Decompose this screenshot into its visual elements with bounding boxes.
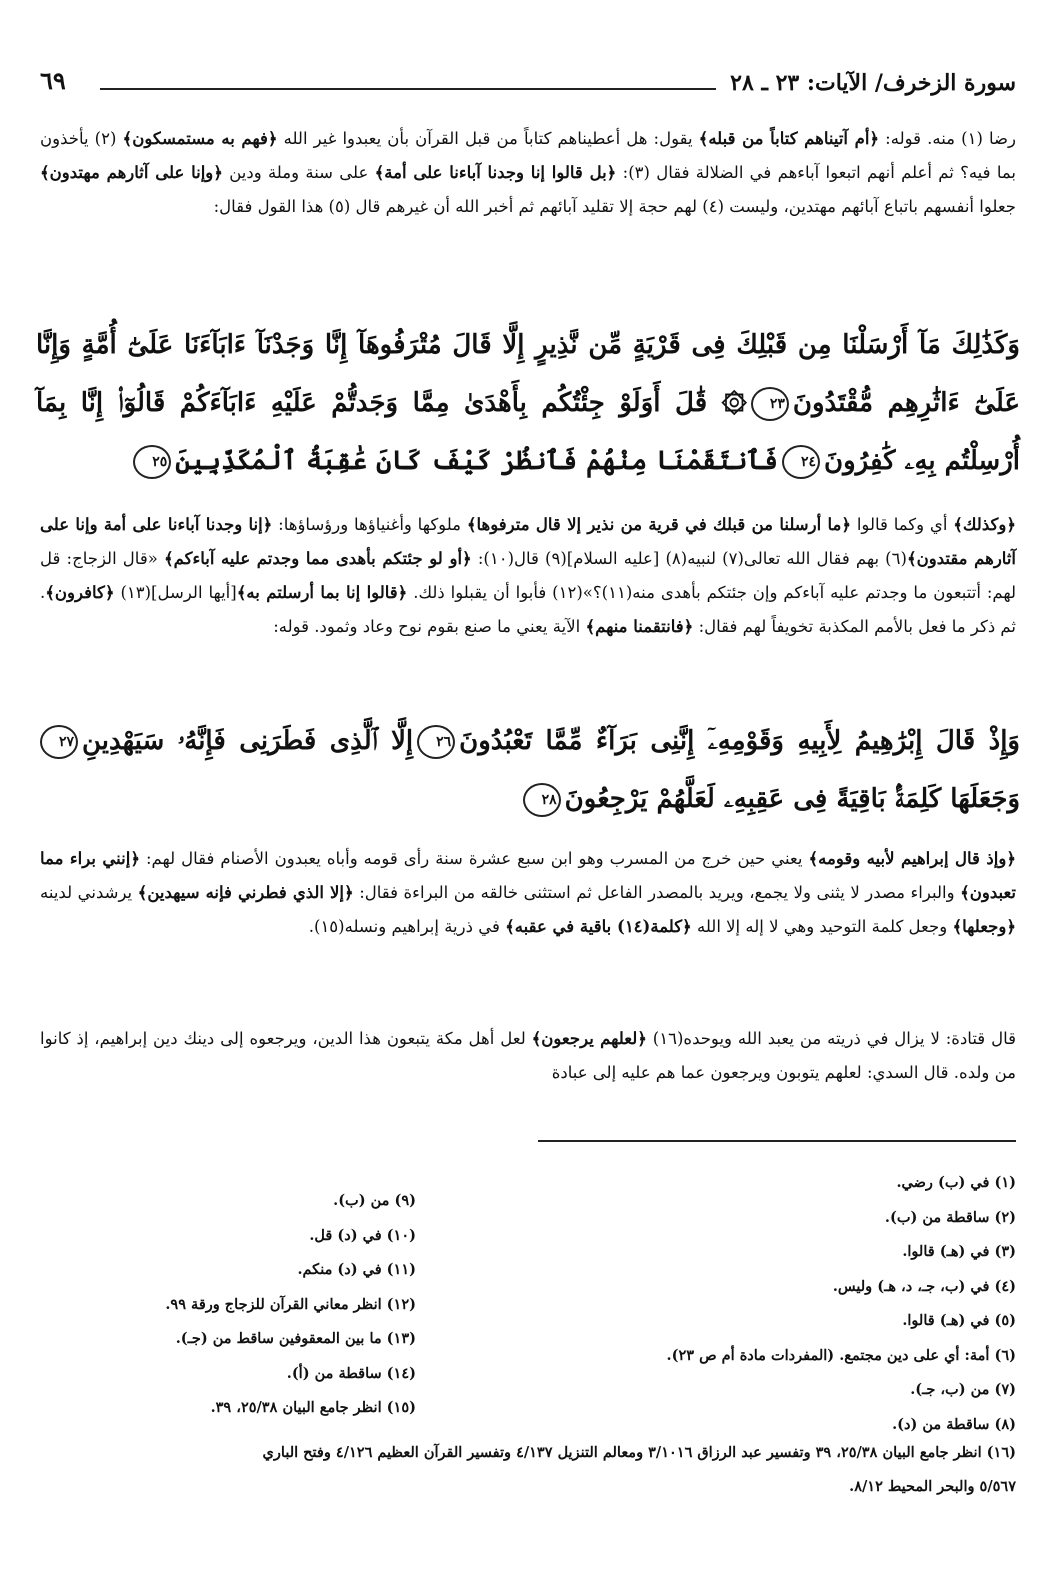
text: يعني حين خرج من المسرب وهو ابن سبع عشرة سنة رأى قومه وأباه يعبدون الأصنام فقال لهم:: [140, 849, 809, 868]
ayah-number-marker: ٢٨: [523, 783, 561, 817]
text: (٢) يأخذون بما فيه؟ ثم أعلم أنهم اتبعوا آباءهم في الضلالة فقال (٣):: [40, 129, 1016, 182]
footnote-ref: (١): [961, 129, 983, 148]
ayah-number-marker: ٢٤: [782, 445, 820, 479]
text: رضا: [982, 129, 1016, 148]
text: وجعل كلمة التوحيد وهي لا إله إلا الله: [691, 917, 953, 936]
paragraph-2: [40, 508, 1016, 644]
verse-quote: ﴿وإذ قال إبراهيم لأبيه وقومه﴾: [808, 849, 1016, 868]
verse-quote: ﴿فهم به مستمسكون﴾: [122, 129, 278, 148]
quran-verses-26-28: [36, 712, 1020, 828]
verse-quote: ﴿أم آتيناهم كتاباً من قبله﴾: [698, 129, 880, 148]
text: [أيها الرسل](١٣): [114, 583, 237, 602]
verse-quote: ﴿كلمة(١٤) باقية في عقبه﴾: [505, 917, 692, 936]
footnote: (١٤) ساقطة من (أ).: [286, 1364, 416, 1382]
footnote-separator: [538, 1140, 1016, 1142]
text: في ذرية إبراهيم ونسله(١٥).: [308, 917, 506, 936]
ayah-number-marker: ٢٦: [417, 725, 455, 759]
verse-quote: ﴿إلا الذي فطرني فإنه سيهدين﴾: [137, 883, 354, 902]
verse-quote: ﴿لعلهم يرجعون﴾: [531, 1029, 647, 1048]
verse-quote: ﴿وكذلك﴾: [953, 515, 1016, 534]
running-header: [40, 66, 1016, 110]
text: (٦) بهم فقال الله تعالى(٧) لنبيه(٨) [عليه السلام](٩) قال(١٠):: [471, 549, 907, 568]
footnote: (٥) في (هـ) قالوا.: [902, 1312, 1016, 1329]
verse-text: وَكَذَٰلِكَ مَآ أَرْسَلْنَا مِن قَبْلِكَ فِى قَرْيَةٍ مِّن نَّذِيرٍ إِلَّا قَالَ مُتْرَفُوهَآ إِنَّا وَجَدْنَآ ءَابَآءَنَا عَلَىٰٓ أُمَّةٍ وَإِنَّا عَلَىٰٓ ءَاثَٰرِهِم مُّقْتَدُونَ: [36, 330, 1020, 418]
ayah-number-marker: ٢٣: [751, 387, 789, 421]
verse-quote: ﴿أو لو جئتكم بأهدى مما وجدتم عليه آباءكم﴾: [163, 549, 472, 568]
verse-text: وَجَعَلَهَا كَلِمَةًۢ بَاقِيَةً فِى عَقِبِهِۦ لَعَلَّهُمْ يَرْجِعُونَ: [564, 784, 1020, 814]
footnote: (٩) من (ب).: [333, 1192, 416, 1209]
text: والبراء مصدر لا يثنى ولا يجمع، ويريد بالمصدر الفاعل ثم استثنى خالقه من البراءة فقال:: [353, 883, 961, 902]
verse-quote: ﴿إنا وجدنا آباءنا على أمة وإنا على آثارهم مقتدون﴾: [40, 515, 1017, 568]
footnote: (٦) أمة: أي على دين مجتمع. (المفردات مادة أم ص ٢٣).: [666, 1346, 1016, 1364]
verse-text: إِلَّا ٱلَّذِى فَطَرَنِى فَإِنَّهُۥ سَيَهْدِينِ: [82, 726, 414, 756]
ayah-number-marker: ٢٧: [40, 725, 78, 759]
verse-quote: ﴿قالوا إنا بما أرسلتم به﴾: [236, 583, 408, 602]
footnote: (٢) ساقطة من (ب).: [884, 1208, 1016, 1226]
footnote: (٣) في (هـ) قالوا.: [902, 1243, 1016, 1260]
verse-quote: ﴿وإنا على آثارهم مهتدون﴾: [40, 163, 223, 182]
paragraph-4: [40, 1022, 1016, 1090]
footnote-line: (١٦) انظر جامع البيان ٢٥/٣٨، ٣٩ وتفسير عبد الرزاق ٣/١٠١٦ ومعالم التنزيل ٤/١٣٧ وتفسير القرآن العظيم ٤/١٢٦ وفتح الباري: [262, 1444, 1016, 1461]
footnote: (٧) من (ب، جـ).: [910, 1381, 1016, 1398]
paragraph-1: [40, 122, 1016, 224]
text: لعل أهل مكة يتبعون هذا الدين، ويرجعوه إلى دينك دين إبراهيم، إذ كانوا من ولده. قال السدي: لعلهم يتوبون ويرجعون عما هم عليه إلى عبادة: [40, 1029, 1016, 1082]
text: يقول: هل أعطيناهم كتاباً من قبل القرآن بأن يعبدوا غير الله: [277, 129, 699, 148]
text: . ثم ذكر ما فعل بالأمم المكذبة تخويفاً لهم فقال:: [40, 583, 1016, 636]
verse-quote: ﴿ما أرسلنا من قبلك في قرية من نذير إلا قال مترفوها﴾: [466, 515, 852, 534]
footnotes-left-column: [36, 1184, 416, 1426]
text: جعلوا أنفسهم باتباع آبائهم مهتدين، وليست (٤) لهم حجة إلا تقليد آبائهم ثم أخبر الله أن غيرهم قال (٥) هذا القول فقال:: [213, 197, 1016, 216]
verse-quote: ﴿إنني براء مما تعبدون﴾: [40, 849, 1017, 902]
paragraph-3: [40, 842, 1016, 944]
footnote: (١١) في (د) منكم.: [297, 1261, 416, 1278]
footnote: (١) في (ب) رضي.: [896, 1174, 1016, 1191]
quran-verses-23-25: [36, 316, 1020, 490]
footnote: (١٣) ما بين المعقوفين ساقط من (جـ).: [175, 1330, 416, 1347]
text: يرشدني لدينه: [40, 883, 138, 902]
footnote: (١٥) انظر جامع البيان ٢٥/٣٨، ٣٩.: [210, 1399, 416, 1416]
footnote-16: [40, 1436, 1016, 1504]
footnotes-right-column: [456, 1166, 1016, 1442]
text: «قال الزجاج: قل لهم: أتتبعون ما وجدتم عليه آباءكم وإن جئتكم بأهدى منه(١١)؟»(١٢) فأبوا أن يقبلوا ذلك.: [40, 549, 1017, 602]
surah-title: سورة الزخرف/ الآيات: ٢٣ ـ ٢٨: [730, 70, 1016, 96]
verse-text: وَإِذْ قَالَ إِبْرَٰهِيمُ لِأَبِيهِ وَقَوْمِهِۦٓ إِنَّنِى بَرَآءٌ مِّمَّا تَعْبُدُونَ: [459, 726, 1020, 756]
verse-quote: ﴿فانتقمنا منهم﴾: [585, 617, 694, 636]
footnote: (٨) ساقطة من (د).: [892, 1415, 1016, 1433]
verse-quote: ﴿بل قالوا إنا وجدنا آباءنا على أمة﴾: [374, 163, 617, 182]
text: ملوكها وأغنياؤها ورؤساؤها:: [272, 515, 467, 534]
text: على سنة وملة ودين: [222, 163, 375, 182]
text: أي وكما قالوا: [851, 515, 954, 534]
verse-quote: ﴿كافرون﴾: [45, 583, 115, 602]
page-number: ٦٩: [40, 66, 66, 95]
footnote: (١٠) في (د) قل.: [309, 1226, 416, 1244]
verse-text: فَٱنتَقَمْنَا مِنْهُمْ فَٱنظُرْ كَيْفَ كَانَ عَٰقِبَةُ ٱلْمُكَذِّبِينَ: [175, 446, 778, 476]
text: منه. قوله:: [879, 129, 962, 148]
verse-text: ۞ قَٰلَ أَوَلَوْ جِئْتُكُم بِأَهْدَىٰ مِمَّا وَجَدتُّمْ عَلَيْهِ ءَابَآءَكُمْ قَالُوٓا۟ إِنَّا بِمَآ أُرْسِلْتُم بِهِۦ كَٰفِرُونَ: [36, 388, 1020, 476]
header-rule: [100, 88, 716, 90]
footnote: (١٢) انظر معاني القرآن للزجاج ورقة ٩٩.: [165, 1295, 416, 1313]
ayah-number-marker: ٢٥: [133, 445, 171, 479]
footnote: (٤) في (ب، جـ، د، هـ) وليس.: [832, 1277, 1016, 1295]
footnote-line: ٥/٥٦٧ والبحر المحيط ٨/١٢.: [849, 1478, 1016, 1495]
verse-quote: ﴿وجعلها﴾: [952, 917, 1016, 936]
text: الآية يعني ما صنع بقوم نوح وعاد وثمود. قوله:: [273, 617, 586, 636]
text: قال قتادة: لا يزال في ذريته من يعبد الله ويوحده(١٦): [646, 1029, 1016, 1048]
